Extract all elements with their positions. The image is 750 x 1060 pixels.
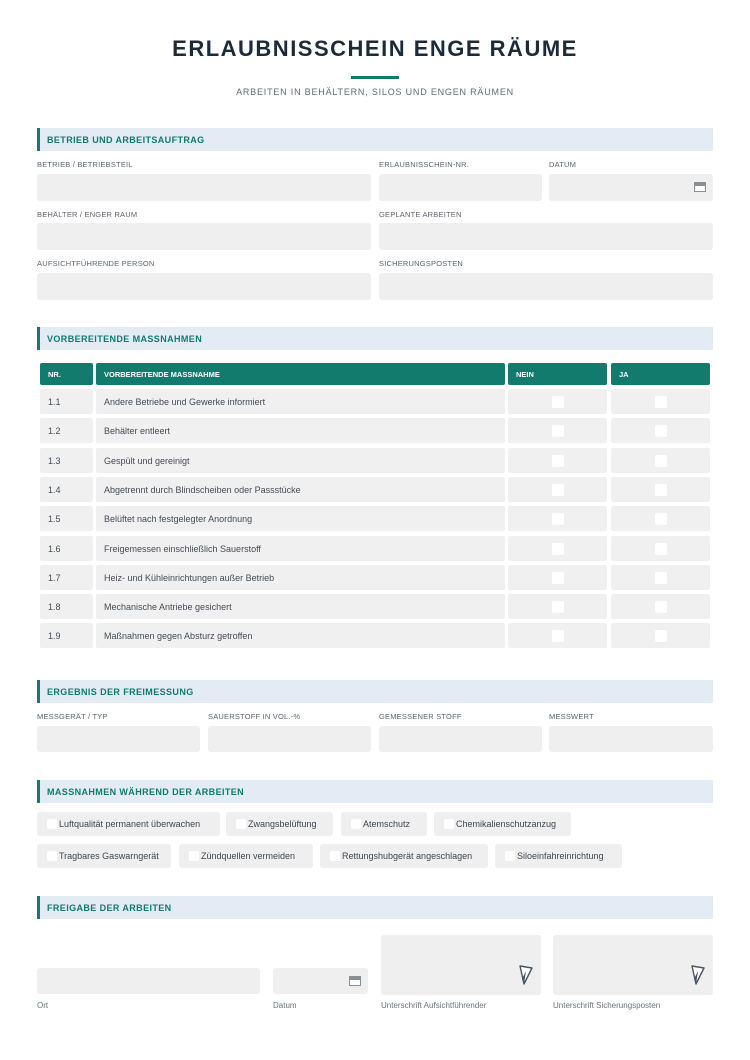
- row-number: 1.3: [40, 448, 93, 473]
- checkbox[interactable]: [189, 851, 199, 861]
- datum-input[interactable]: [549, 174, 713, 201]
- option-zwangsbelueftung[interactable]: Zwangsbelüftung: [226, 812, 333, 836]
- section-header-freigabe: [37, 896, 713, 919]
- row-number: 1.1: [40, 389, 93, 414]
- row-number: 1.9: [40, 623, 93, 648]
- row-number: 1.4: [40, 477, 93, 502]
- messgeraet-input[interactable]: [37, 726, 200, 752]
- option-rettungshubgeraet[interactable]: Rettungshubgerät angeschlagen: [320, 844, 488, 868]
- section-header-freimessung: [37, 680, 713, 703]
- page-title: ERLAUBNISSCHEIN ENGE RÄUME: [172, 36, 578, 61]
- geplante-arbeiten-input[interactable]: [379, 223, 713, 250]
- betrieb-input[interactable]: [37, 174, 371, 201]
- label-behaelter: BEHÄLTER / ENGER RAUM: [37, 210, 138, 219]
- ja-cell: [611, 594, 710, 619]
- checkbox[interactable]: [655, 601, 667, 613]
- ja-cell: [611, 477, 710, 502]
- label-messgeraet: MESSGERÄT / TYP: [37, 712, 108, 721]
- checkbox[interactable]: [552, 513, 564, 525]
- row-measure: Gespült und gereinigt: [96, 448, 505, 473]
- checkbox[interactable]: [552, 396, 564, 408]
- checkbox[interactable]: [655, 425, 667, 437]
- checkbox[interactable]: [444, 819, 454, 829]
- page-subtitle: ARBEITEN IN BEHÄLTERN, SILOS UND ENGEN RÄUMEN: [236, 87, 514, 97]
- erlaubnisschein-nr-input[interactable]: [379, 174, 542, 201]
- nein-cell: [508, 506, 607, 531]
- checkbox[interactable]: [655, 572, 667, 584]
- row-measure: Heiz- und Kühleinrichtungen außer Betrieb: [96, 565, 505, 590]
- row-measure: Freigemessen einschließlich Sauerstoff: [96, 536, 505, 561]
- ja-cell: [611, 389, 710, 414]
- row-measure: Andere Betriebe und Gewerke informiert: [96, 389, 505, 414]
- checkbox[interactable]: [552, 601, 564, 613]
- column-header-massnahme: VORBEREITENDE MASSNAHME: [96, 363, 505, 385]
- checkbox[interactable]: [330, 851, 340, 861]
- row-number: 1.2: [40, 418, 93, 443]
- column-header-nein: NEIN: [508, 363, 607, 385]
- signature-aufsicht[interactable]: [381, 935, 541, 995]
- column-header-ja: JA: [611, 363, 710, 385]
- freigabe-datum-input[interactable]: [273, 968, 368, 994]
- checkbox[interactable]: [655, 630, 667, 642]
- checkbox[interactable]: [552, 484, 564, 496]
- checkbox[interactable]: [655, 484, 667, 496]
- checkbox[interactable]: [655, 543, 667, 555]
- nein-cell: [508, 448, 607, 473]
- row-measure: Maßnahmen gegen Absturz getroffen: [96, 623, 505, 648]
- option-zuendquellen[interactable]: Zündquellen vermeiden: [179, 844, 313, 868]
- section-title: BETRIEB UND ARBEITSAUFTRAG: [47, 135, 205, 145]
- label-geplante-arbeiten: GEPLANTE ARBEITEN: [379, 210, 462, 219]
- section-header-massnahmen: [37, 780, 713, 803]
- row-number: 1.5: [40, 506, 93, 531]
- row-measure: Belüftet nach festgelegter Anordnung: [96, 506, 505, 531]
- row-measure: Behälter entleert: [96, 418, 505, 443]
- checkbox[interactable]: [351, 819, 361, 829]
- checkbox[interactable]: [236, 819, 246, 829]
- row-number: 1.8: [40, 594, 93, 619]
- ja-cell: [611, 536, 710, 561]
- gemessener-stoff-input[interactable]: [379, 726, 542, 752]
- nein-cell: [508, 565, 607, 590]
- ort-input[interactable]: [37, 968, 260, 994]
- section-title: MASSNAHMEN WÄHREND DER ARBEITEN: [47, 787, 245, 797]
- section-title: ERGEBNIS DER FREIMESSUNG: [47, 687, 194, 697]
- checkbox[interactable]: [505, 851, 515, 861]
- row-measure: Mechanische Antriebe gesichert: [96, 594, 505, 619]
- section-title: FREIGABE DER ARBEITEN: [47, 903, 172, 913]
- label-unterschrift-posten: Unterschrift Sicherungsposten: [553, 1001, 661, 1010]
- calendar-icon[interactable]: [694, 182, 706, 192]
- option-gaswarngeraet[interactable]: Tragbares Gaswarngerät: [37, 844, 171, 868]
- behaelter-input[interactable]: [37, 223, 371, 250]
- checkbox[interactable]: [552, 543, 564, 555]
- label-betrieb: BETRIEB / BETRIEBSTEIL: [37, 160, 133, 169]
- option-atemschutz[interactable]: Atemschutz: [341, 812, 427, 836]
- checkbox[interactable]: [552, 455, 564, 467]
- ja-cell: [611, 418, 710, 443]
- option-luftqualitaet[interactable]: Luftqualität permanent überwachen: [37, 812, 220, 836]
- nein-cell: [508, 623, 607, 648]
- ja-cell: [611, 506, 710, 531]
- section-title: VORBEREITENDE MASSNAHMEN: [47, 334, 203, 344]
- label-aufsicht: AUFSICHTFÜHRENDE PERSON: [37, 259, 155, 268]
- messwert-input[interactable]: [549, 726, 713, 752]
- checkbox[interactable]: [552, 630, 564, 642]
- ja-cell: [611, 623, 710, 648]
- pen-icon: [519, 964, 533, 986]
- ja-cell: [611, 448, 710, 473]
- aufsicht-input[interactable]: [37, 273, 371, 300]
- label-erlaubnisschein-nr: ERLAUBNISSCHEIN-NR.: [379, 160, 470, 169]
- label-unterschrift-aufsicht: Unterschrift Aufsichtführender: [381, 1001, 487, 1010]
- nein-cell: [508, 594, 607, 619]
- ja-cell: [611, 565, 710, 590]
- checkbox[interactable]: [655, 396, 667, 408]
- column-header-nr: NR.: [40, 363, 93, 385]
- sauerstoff-input[interactable]: [208, 726, 371, 752]
- label-sicherungsposten: SICHERUNGSPOSTEN: [379, 259, 464, 268]
- row-measure: Abgetrennt durch Blindscheiben oder Passstücke: [96, 477, 505, 502]
- checkbox[interactable]: [655, 455, 667, 467]
- checkbox[interactable]: [47, 851, 57, 861]
- nein-cell: [508, 418, 607, 443]
- pen-icon: [691, 964, 705, 986]
- title-underline: [351, 76, 399, 79]
- checkbox[interactable]: [552, 425, 564, 437]
- label-sauerstoff: SAUERSTOFF IN VOL.-%: [208, 712, 301, 721]
- nein-cell: [508, 536, 607, 561]
- option-siloeinfahreinrichtung[interactable]: Siloeinfahreinrichtung: [495, 844, 622, 868]
- label-freigabe-datum: Datum: [273, 1001, 297, 1010]
- label-ort: Ort: [37, 1001, 49, 1010]
- checkbox[interactable]: [552, 572, 564, 584]
- row-number: 1.7: [40, 565, 93, 590]
- sicherungsposten-input[interactable]: [379, 273, 713, 300]
- checkbox[interactable]: [655, 513, 667, 525]
- section-header-betrieb: [37, 128, 713, 151]
- section-header-vorbereitung: [37, 327, 713, 350]
- label-messwert: MESSWERT: [549, 712, 594, 721]
- label-datum: DATUM: [549, 160, 577, 169]
- label-gemessener-stoff: GEMESSENER STOFF: [379, 712, 462, 721]
- calendar-icon[interactable]: [349, 976, 361, 986]
- signature-sicherungsposten[interactable]: [553, 935, 713, 995]
- nein-cell: [508, 477, 607, 502]
- row-number: 1.6: [40, 536, 93, 561]
- nein-cell: [508, 389, 607, 414]
- option-chemikalienschutzanzug[interactable]: Chemikalienschutzanzug: [434, 812, 571, 836]
- checkbox[interactable]: [47, 819, 57, 829]
